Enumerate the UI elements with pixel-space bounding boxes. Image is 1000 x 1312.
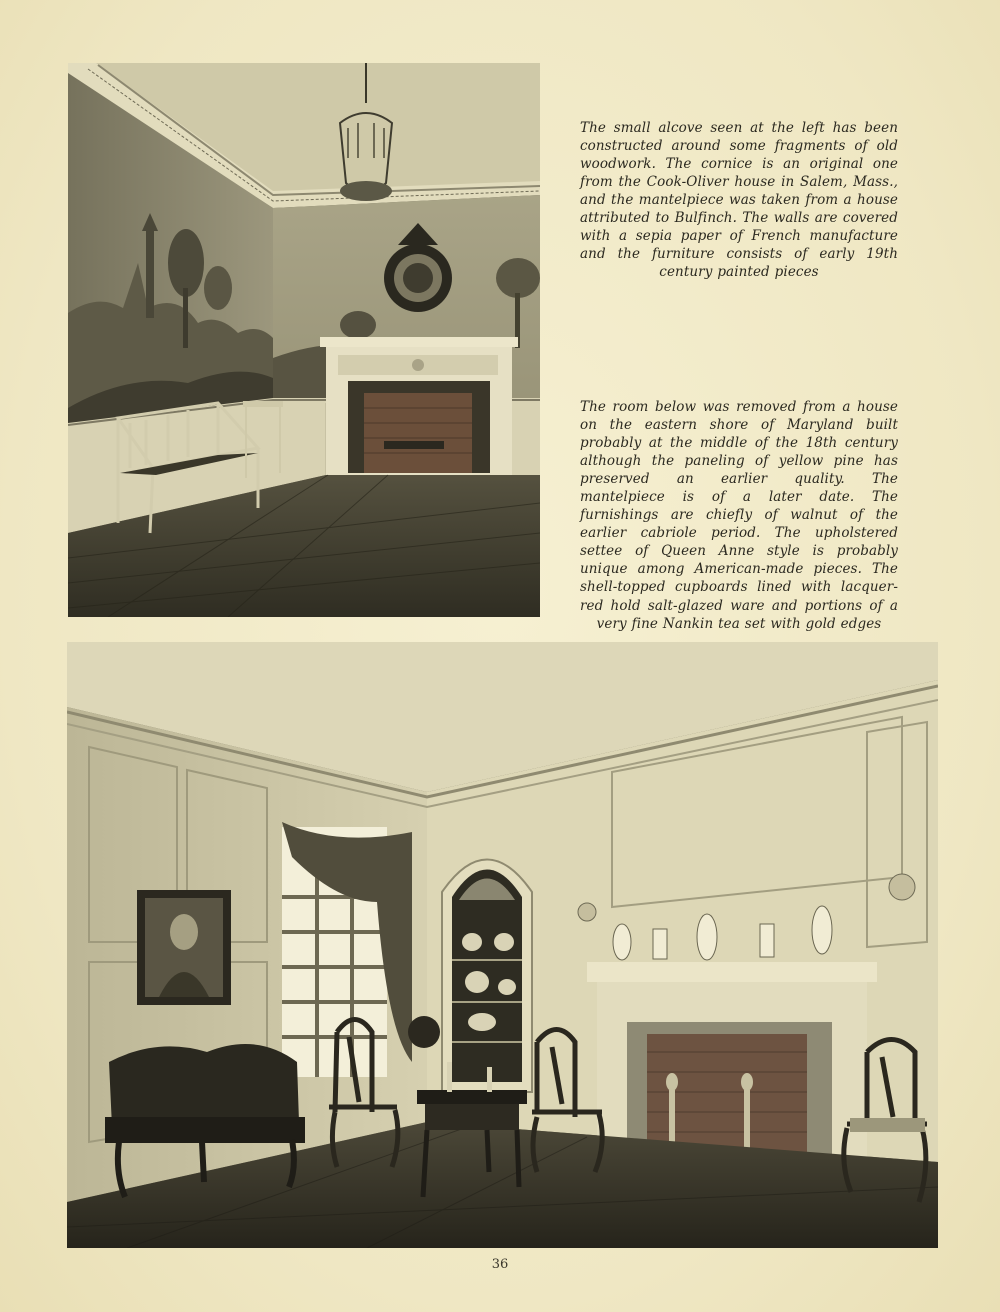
- maryland-room-caption: The room below was removed from a house on the eastern shore of Maryland built probably at the middle of the 18th century although the paneling of yellow pine has preserved an earlier quality. The mantelpiece is of a later date. The furnishings are chiefly of walnut of the earlier cabriole period. The upholstered settee of Queen Anne style is probably unique among American-made pieces. The shell-topped cupboards lined with lacquer-red hold salt-glazed ware and portions of a very fine Nankin tea set with gold edges: [580, 398, 898, 632]
- page-number: 36: [491, 1257, 509, 1272]
- maryland-room-image: [67, 642, 938, 1248]
- maryland-room-photograph: [67, 642, 938, 1248]
- alcove-room-image: [68, 63, 540, 617]
- alcove-caption: The small alcove seen at the left has been constructed around some fragments of old woodwork. The cornice is an original one from the Cook-Oliver house in Salem, Mass., and the mantelpiece was taken from a house attributed to Bulfinch. The walls are covered with a sepia paper of French manufacture and the furniture consists of early 19th century painted pieces: [580, 119, 898, 281]
- alcove-room-photograph: [68, 63, 540, 617]
